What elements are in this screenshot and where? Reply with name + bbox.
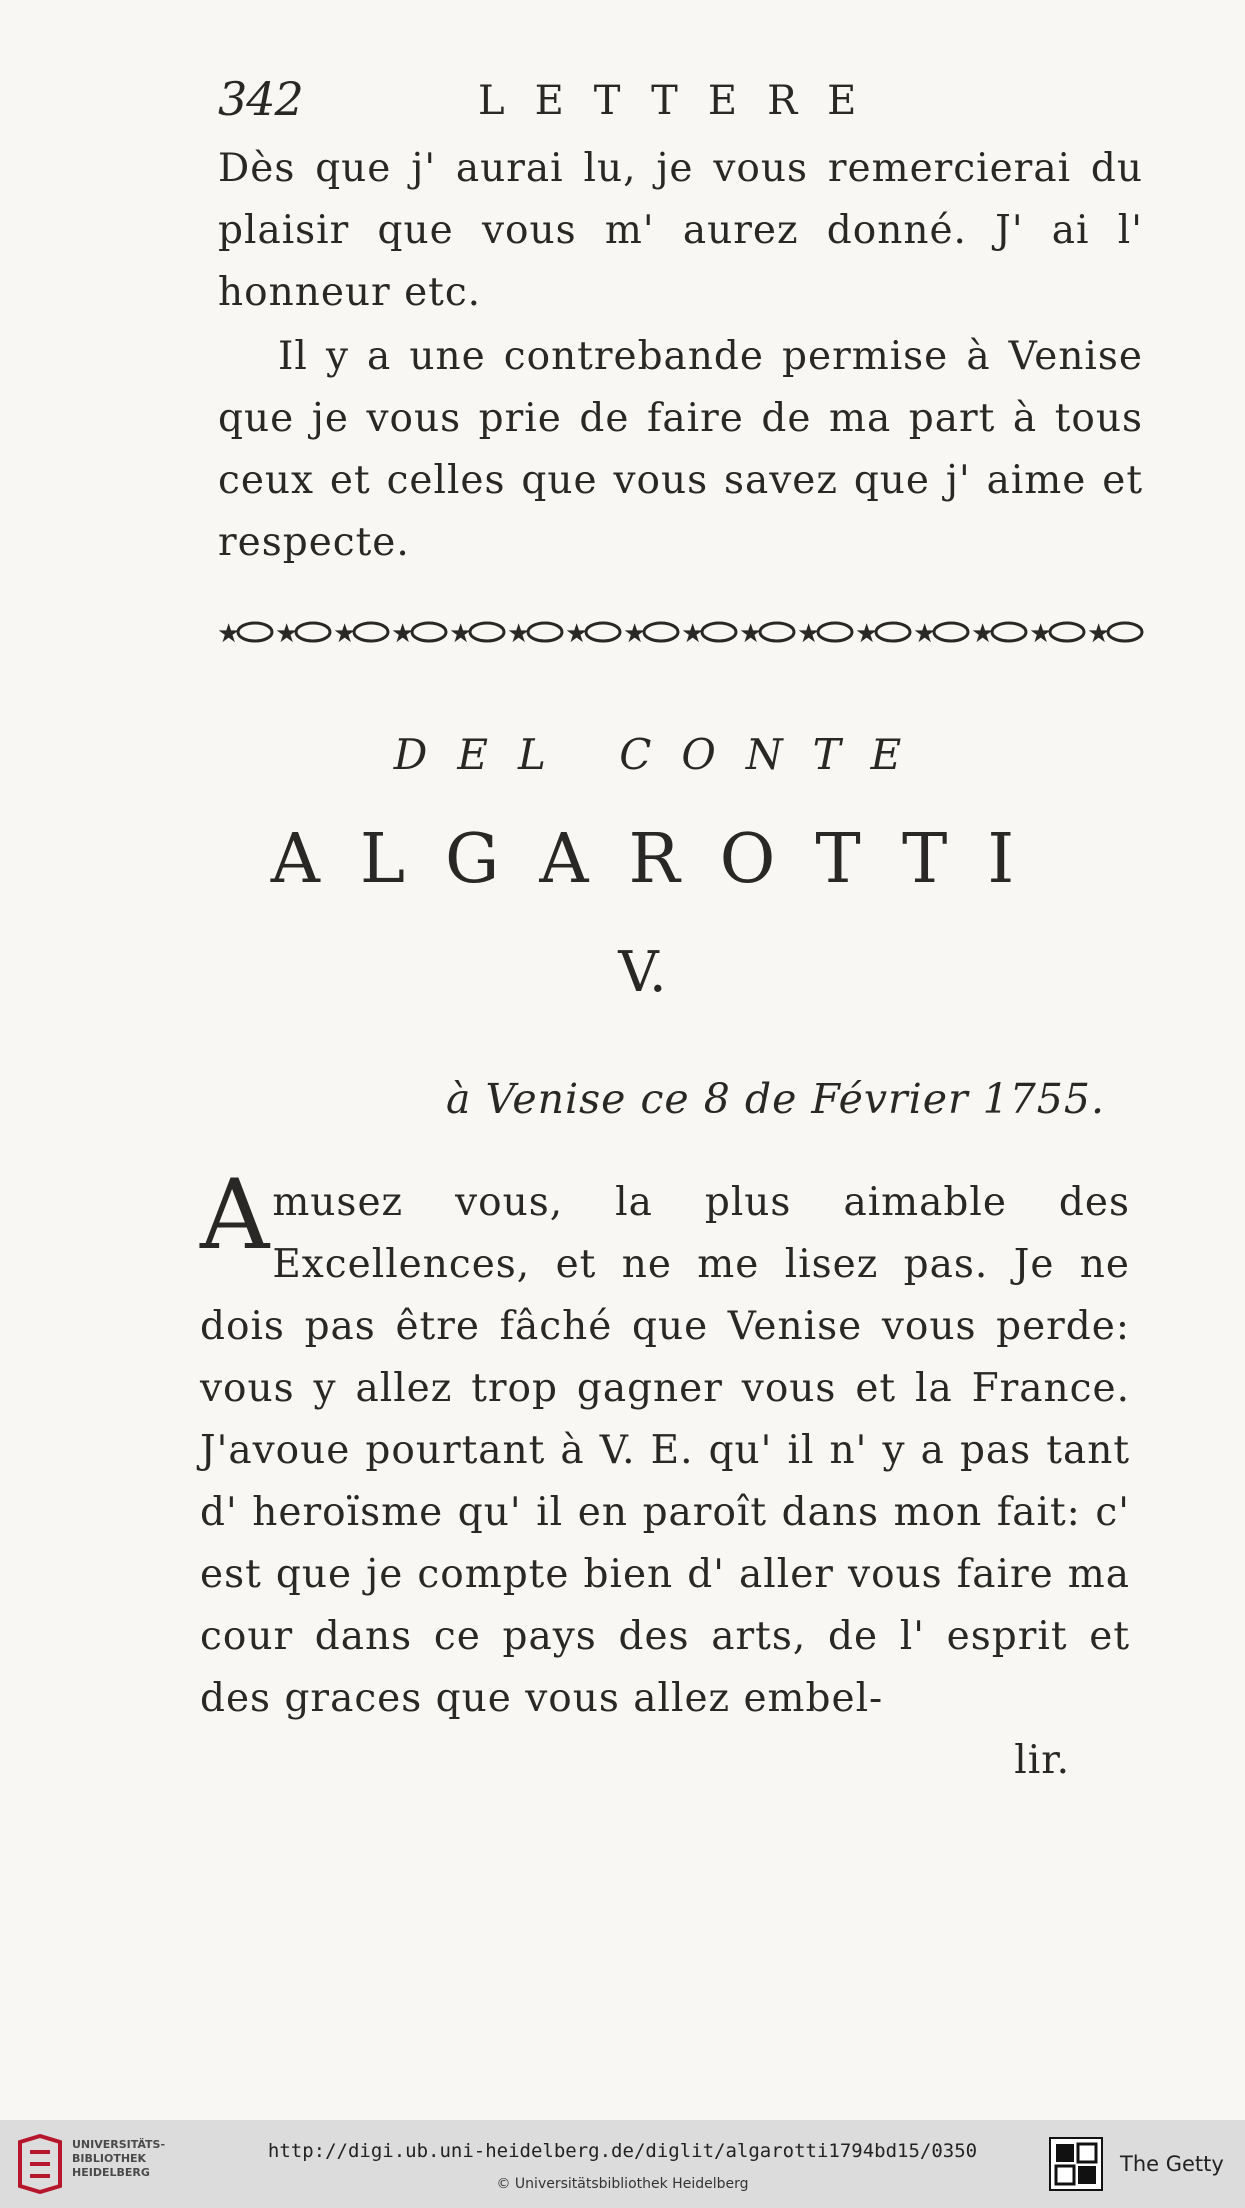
ornament-oval [296, 623, 330, 641]
ornament-star: ★ [797, 619, 821, 649]
ornament-oval [470, 623, 504, 641]
ornament-star: ★ [739, 619, 763, 649]
ornament-oval [818, 623, 852, 641]
author-name-heading: ALGAROTTI [270, 820, 1055, 899]
getty-label: The Getty [1120, 2152, 1224, 2176]
running-head [218, 72, 1018, 132]
ornament-oval [528, 623, 562, 641]
copyright-notice: © Universitätsbibliothek Heidelberg [496, 2176, 749, 2192]
letter-author-heading: DEL CONTE [393, 730, 932, 779]
ornament-star: ★ [565, 619, 589, 649]
ornamental-divider [215, 612, 1145, 652]
ornament-star: ★ [1029, 619, 1053, 649]
ornament-oval [934, 623, 968, 641]
ornament-star: ★ [1087, 619, 1111, 649]
paragraph-2-text: Il y a une contrebande permise à Venise que je vous prie de faire de ma part à tous ceux et celles que vous savez que j' aime et respecte. [218, 334, 1143, 565]
getty-logo-icon [1048, 2136, 1104, 2192]
ornament-star: ★ [971, 619, 995, 649]
ornament-oval [412, 623, 446, 641]
paragraph-3-text: musez vous, la plus aimable des Excellences, et ne me lisez pas. Je ne dois pas être fâché que Venise vous perde: vous y allez trop gagner vous et la France. J'avoue pourtant à V. E. qu' il n' y a pas tant d' heroïsme qu' il en paroît dans mon fait: c' est que je compte bien d' aller vous faire ma cour dans ce pays des arts, de l' esprit et des graces que vous allez embel- [200, 1180, 1130, 1721]
ornament-oval [238, 623, 272, 641]
ornament-oval [760, 623, 794, 641]
drop-cap: A [200, 1159, 271, 1271]
ornament-star: ★ [913, 619, 937, 649]
paragraph-1 [218, 138, 1143, 324]
ornament-star: ★ [507, 619, 531, 649]
letter-number: V. [618, 940, 667, 1005]
digital-library-footer [0, 2120, 1245, 2208]
ornament-oval [1108, 623, 1142, 641]
ornament-star: ★ [391, 619, 415, 649]
ornament-star: ★ [449, 619, 473, 649]
paragraph-3-last-line: lir. [1014, 1738, 1070, 1783]
ornament-oval [992, 623, 1026, 641]
paragraph-2 [218, 326, 1143, 574]
ornament-star: ★ [681, 619, 705, 649]
ornament-star: ★ [217, 619, 241, 649]
ornament-oval [702, 623, 736, 641]
ornament-star: ★ [275, 619, 299, 649]
running-title: LETTERE [478, 78, 887, 124]
library-name-line: BIBLIOTHEK [72, 2152, 147, 2165]
ornament-star: ★ [333, 619, 357, 649]
library-name-line: HEIDELBERG [72, 2166, 150, 2179]
ornament-oval [586, 623, 620, 641]
paragraph-3 [200, 1159, 1130, 1792]
library-name-line: UNIVERSITÄTS- [72, 2138, 166, 2151]
ornament-oval [644, 623, 678, 641]
ornament-star: ★ [623, 619, 647, 649]
permalink-url[interactable]: http://digi.ub.uni-heidelberg.de/diglit/algarotti1794bd15/0350 [267, 2140, 978, 2162]
ornament-oval [876, 623, 910, 641]
ornament-star: ★ [855, 619, 879, 649]
ornament-oval [354, 623, 388, 641]
ornament-oval [1050, 623, 1084, 641]
page-number: 342 [218, 72, 303, 126]
dateline: à Venise ce 8 de Février 1755. [446, 1075, 1105, 1123]
paragraph-1-text: Dès que j' aurai lu, je vous remercierai du plaisir que vous m' aurez donné. J' ai l' honneur etc. [218, 146, 1143, 315]
